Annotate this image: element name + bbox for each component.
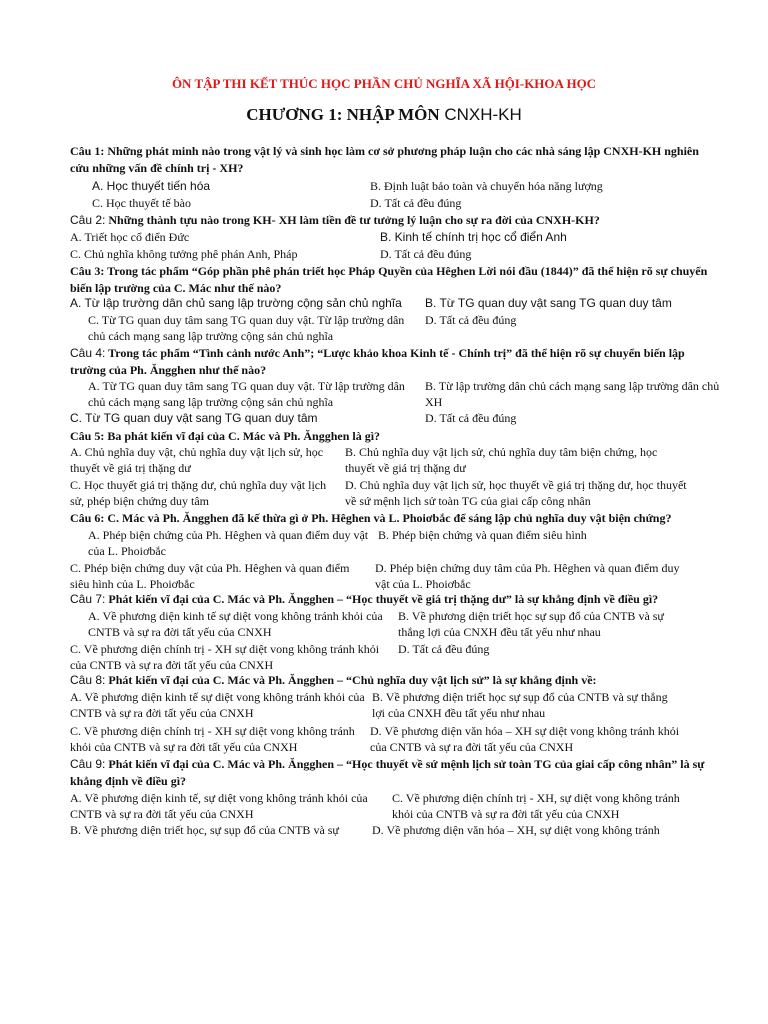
question-7 <box>70 591 710 608</box>
option-b: B. Kinh tế chính trị học cổ điển Anh <box>380 230 567 244</box>
question-text: Ba phát kiến vĩ đại của C. Mác và Ph. Ăngghen là gì? <box>104 429 381 443</box>
question-1 <box>70 143 710 177</box>
question-label: Câu 2: <box>70 213 106 227</box>
question-label: Câu 7: <box>70 592 106 606</box>
option-b: B. Từ lập trường dân chủ cách mạng sang lập trường dân chủ XH <box>425 379 720 409</box>
option-d: D. Tất cả đều đúng <box>425 313 517 327</box>
option-b: B. Về phương diện triết học, sự sụp đổ của CNTB và sự <box>70 823 339 837</box>
option-c: C. Về phương diện chính trị - XH sự diệt vong không tránh khỏi của CNTB và sự ra đời tất yếu của CNXH <box>70 642 380 672</box>
question-label: Câu 5: <box>70 429 105 443</box>
option-d: D. Chủ nghĩa duy vật lịch sử, học thuyết về giá trị thặng dư, học thuyết về sứ mệnh lịch sử toàn TG của giai cấp công nhân <box>345 478 687 508</box>
question-label: Câu 6: <box>70 511 105 525</box>
question-text: C. Mác và Ph. Ăngghen đã kế thừa gì ở Ph. Hêghen và L. Phoiơbắc để sáng lập chủ nghĩa duy vật biện chứng? <box>104 511 672 525</box>
option-c: C. Về phương diện chính trị - XH sự diệt vong không tránh khỏi của CNTB và sự ra đời tất yếu của CNXH <box>70 724 355 754</box>
question-text: Những phát minh nào trong vật lý và sinh học làm cơ sở phương pháp luận cho các nhà sáng lập CNXH-KH nghiên cứu những vấn đề chính trị - XH? <box>70 144 699 175</box>
question-text: Phát kiến vĩ đại của C. Mác và Ph. Ăngghen – “Học thuyết về giá trị thặng dư” là sự khẳng định về điều gì? <box>105 592 659 606</box>
option-d: D. Tất cả đều đúng <box>380 247 472 261</box>
chapter-heading <box>0 105 768 125</box>
question-3 <box>70 263 710 297</box>
option-c: C. Về phương diện chính trị - XH, sự diệt vong không tránh khỏi của CNTB và sự ra đời tất yếu của CNXH <box>392 791 680 821</box>
option-a: A. Triết học cổ điển Đức <box>70 230 190 244</box>
option-a: A. Chủ nghĩa duy vật, chủ nghĩa duy vật lịch sử, học thuyết về giá trị thặng dư <box>70 445 324 475</box>
question-text: Phát kiến vĩ đại của C. Mác và Ph. Ăngghen – “Chủ nghĩa duy vật lịch sử” là sự khẳng định về: <box>105 673 597 687</box>
question-label: Câu 9: <box>70 757 106 771</box>
option-a: A. Về phương diện kinh tế sự diệt vong không tránh khỏi của CNTB và sự ra đời tất yếu của CNXH <box>70 690 365 720</box>
question-8 <box>70 672 710 689</box>
option-c: C. Từ TG quan duy tâm sang TG quan duy vật. Từ lập trường dân chủ cách mạng sang lập trường cộng sản chủ nghĩa <box>88 313 405 343</box>
question-6 <box>70 510 710 527</box>
question-4 <box>70 345 710 379</box>
option-b: B. Chủ nghĩa duy vật lịch sử, chủ nghĩa duy tâm biện chứng, học thuyết về giá trị thặng dư <box>345 445 658 475</box>
option-b: B. Định luật bảo toàn và chuyển hóa năng lượng <box>370 179 603 193</box>
question-text: Phát kiến vĩ đại của C. Mác và Ph. Ăngghen – “Học thuyết về sứ mệnh lịch sử toàn TG của giai cấp công nhân” là sự khẳng định về điều gì? <box>70 757 705 788</box>
option-d: D. Tất cả đều đúng <box>398 642 490 656</box>
option-d: D. Tất cả đều đúng <box>370 196 462 210</box>
document-title: ÔN TẬP THI KẾT THÚC HỌC PHẦN CHỦ NGHĨA XÃ HỘI-KHOA HỌC <box>171 76 597 91</box>
option-a: A. Từ lập trường dân chủ sang lập trường cộng sản chủ nghĩa <box>70 296 402 310</box>
question-2 <box>70 212 710 229</box>
option-b: B. Từ TG quan duy vật sang TG quan duy tâm <box>425 296 672 310</box>
question-label: Câu 1: <box>70 144 105 158</box>
option-c: C. Từ TG quan duy vật sang TG quan duy tâm <box>70 411 318 425</box>
option-c: C. Chủ nghĩa không tưởng phê phán Anh, Pháp <box>70 247 298 261</box>
option-d: D. Tất cả đều đúng <box>425 411 517 425</box>
option-a: A. Từ TG quan duy tâm sang TG quan duy vật. Từ lập trường dân chủ cách mạng sang lập trường cộng sản chủ nghĩa <box>88 379 405 409</box>
option-d: D. Phép biện chứng duy tâm của Ph. Hêghen và quan điểm duy vật của L. Phoiơbắc <box>375 561 680 591</box>
option-a: A. Phép biện chứng của Ph. Hêghen và quan điểm duy vật của L. Phoiơbắc <box>88 528 369 558</box>
question-5 <box>70 428 710 445</box>
option-b: B. Về phương diện triết học sự sụp đổ của CNTB và sự thắng lợi của CNXH đều tất yếu như nhau <box>372 690 668 720</box>
option-c: C. Học thuyết giá trị thặng dư, chủ nghĩa duy vật lịch sử, phép biện chứng duy tâm <box>70 478 327 508</box>
question-label: Câu 3: <box>70 264 105 278</box>
option-d: D. Về phương diện văn hóa – XH sự diệt vong không tránh khỏi của CNTB và sự ra đời tất yếu của CNXH <box>370 724 680 754</box>
question-label: Câu 8: <box>70 673 106 687</box>
option-b: B. Về phương diện triết học sự sụp đổ của CNTB và sự thắng lợi của CNXH đều tất yếu như nhau <box>398 609 664 639</box>
chapter-main: CHƯƠNG 1: NHẬP MÔN <box>246 105 440 124</box>
question-9 <box>70 756 710 790</box>
option-c: C. Học thuyết tế bào <box>92 196 191 210</box>
option-d: D. Về phương diện văn hóa – XH, sự diệt vong không tránh <box>372 823 660 837</box>
option-a: A. Về phương diện kinh tế, sự diệt vong không tránh khỏi của CNTB và sự ra đời tất yếu của CNXH <box>70 791 368 821</box>
option-c: C. Phép biện chứng duy vật của Ph. Hêghen và quan điểm siêu hình của L. Phoiơbắc <box>70 561 350 591</box>
question-text: Những thành tựu nào trong KH- XH làm tiền đề tư tưởng lý luận cho sự ra đời của CNXH-KH? <box>105 213 600 227</box>
question-label: Câu 4: <box>70 346 106 360</box>
chapter-suffix: CNXH-KH <box>439 105 522 124</box>
option-b: B. Phép biện chứng và quan điểm siêu hình <box>378 528 587 542</box>
question-text: Trong tác phẩm “Tình cảnh nước Anh”; “Lược khảo khoa Kinh tế - Chính trị” đã thể hiện rõ sự chuyển biến lập trường của Ph. Ăngghen như thế nào? <box>70 346 685 377</box>
option-a: A. Học thuyết tiến hóa <box>92 179 211 193</box>
option-a: A. Về phương diện kinh tế sự diệt vong không tránh khỏi của CNTB và sự ra đời tất yếu của CNXH <box>88 609 383 639</box>
question-text: Trong tác phẩm “Góp phần phê phán triết học Pháp Quyền của Hêghen Lời nói đầu (1844)” đã thể hiện rõ sự chuyển biến lập trường của C. Mác như thế nào? <box>70 264 708 295</box>
